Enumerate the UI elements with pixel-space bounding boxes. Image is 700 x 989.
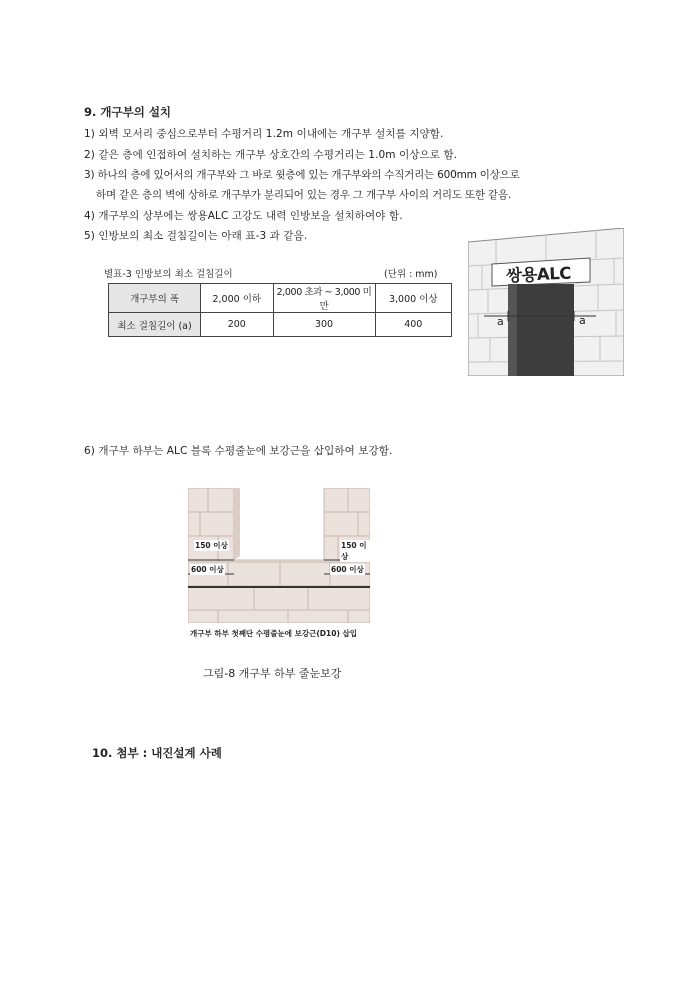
section-10-title: 10. 첨부 : 내진설계 사례: [92, 746, 222, 760]
table-cell: 3,000 이상: [375, 284, 451, 313]
figure-8-caption: 그림-8 개구부 하부 줄눈보강: [203, 667, 342, 680]
item-4: 4) 개구부의 상부에는 쌍용ALC 고강도 내력 인방보을 설치하여야 함.: [84, 210, 403, 222]
table-caption: 별표-3 인방보의 최소 걸침길이: [104, 269, 233, 280]
dim-label-a-left: a: [497, 315, 504, 328]
lintel-bearing-table: [108, 283, 452, 337]
table-cell: 최소 걸침길이 (a): [109, 313, 201, 337]
table-header-row: [109, 284, 452, 313]
item-2: 2) 같은 층에 인접하여 설치하는 개구부 상호간의 수평거리는 1.0m 이상으로 함.: [84, 149, 458, 161]
table-unit: (단위 : mm): [384, 269, 438, 280]
figure-note: 개구부 하부 첫째단 수평줄눈에 보강근(D10) 삽입: [190, 629, 357, 638]
lintel-wall-illustration: [468, 228, 624, 376]
table-cell: 2,000 초과 ~ 3,000 미만: [273, 284, 375, 313]
item-3: 3) 하나의 층에 있어서의 개구부와 그 바로 윗층에 있는 개구부와의 수직거리는 600mm 이상으로: [84, 169, 520, 181]
table-cell: 200: [201, 313, 273, 337]
label-600-left: 600 이상: [191, 565, 224, 574]
label-150-left: 150 이상: [195, 541, 228, 550]
table-cell: 개구부의 폭: [109, 284, 201, 313]
table-cell: 300: [273, 313, 375, 337]
item-5: 5) 인방보의 최소 걸침길이는 아래 표-3 과 같음.: [84, 230, 308, 242]
section-9-title: 9. 개구부의 설치: [84, 105, 172, 119]
opening-reinforcement-figure: [188, 488, 370, 643]
lintel-figure: [468, 228, 624, 376]
label-150-right: 150 이상: [340, 540, 370, 562]
table-cell: 2,000 이하: [201, 284, 273, 313]
label-600-right: 600 이상: [331, 565, 364, 574]
table-row: [109, 313, 452, 337]
brand-label: 쌍용ALC: [505, 263, 572, 286]
dim-label-a-right: a: [579, 314, 586, 327]
item-3-cont: 하며 같은 층의 벽에 상하로 개구부가 분리되어 있는 경우 그 개구부 사이의 거리도 또한 같음.: [96, 189, 511, 201]
table-cell: 400: [375, 313, 451, 337]
item-6: 6) 개구부 하부는 ALC 블록 수평줄눈에 보강근을 삽입하여 보강함.: [84, 445, 393, 457]
item-1: 1) 외벽 모서리 중심으로부터 수평거리 1.2m 이내에는 개구부 설치를 지양함.: [84, 128, 444, 140]
